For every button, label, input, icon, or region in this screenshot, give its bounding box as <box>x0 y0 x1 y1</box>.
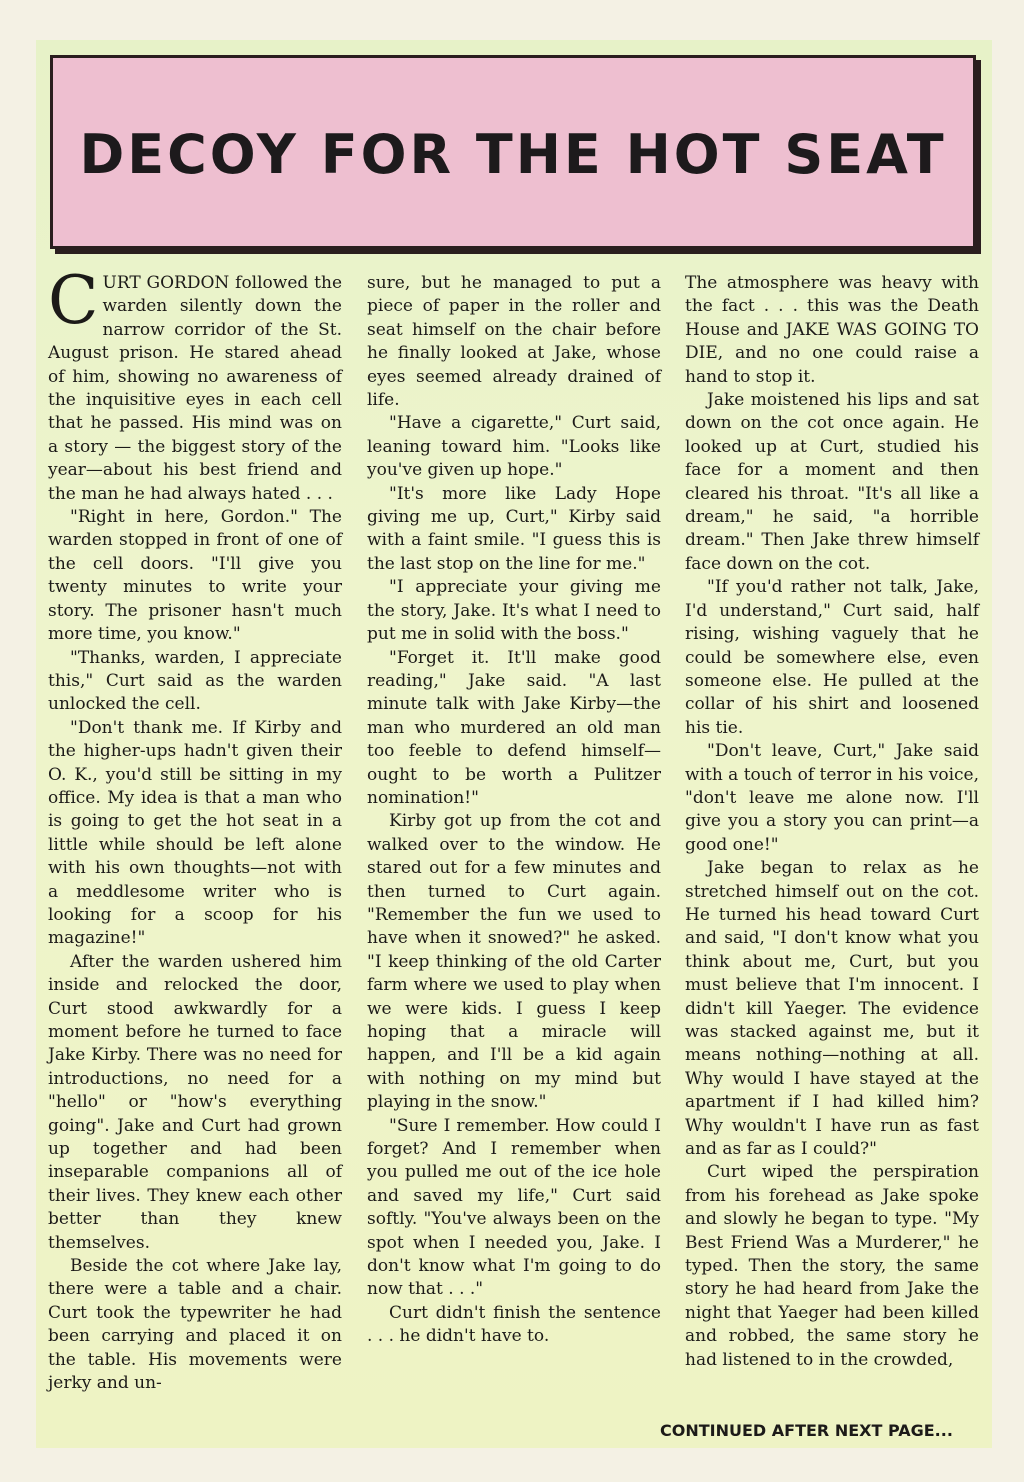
continued-notice: CONTINUED AFTER NEXT PAGE... <box>660 1421 953 1440</box>
paragraph <box>48 262 342 506</box>
paragraph: "Forget it. It'll make good reading," Jake said. "A last minute talk with Jake Kirby—the man who murdered an old man too feeble to defend himself—ought to be worth a Pulitzer nomination!" <box>367 647 661 808</box>
story-title: DECOY FOR THE HOT SEAT <box>79 122 947 186</box>
paragraph: Beside the cot where Jake lay, there were a table and a chair. Curt took the typewriter he had been carrying and placed it on the table. His movements were jerky and un- <box>48 1256 342 1394</box>
paragraph: Curt wiped the perspiration from his forehead as Jake spoke and slowly he began to type. "My Best Friend Was a Murderer," he typed. Then the story, the same story he had heard from Jake the night that Yaeger had been killed and robbed, the same story he had listened to in the crowded, <box>685 1162 979 1370</box>
paragraph: Kirby got up from the cot and walked over to the window. He stared out for a few minutes and then turned to Curt again. "Remember the fun we used to have when it snowed?" he asked. "I keep thinking of the old Carter farm where we used to play when we were kids. I guess I keep hoping that a miracle will happen, and I'll be a kid again with nothing on my mind but playing in the snow." <box>367 811 661 1113</box>
paragraph: sure, but he managed to put a piece of paper in the roller and seat himself on the chair before he finally looked at Jake, whose eyes seemed already drained of life. <box>367 273 661 411</box>
paragraph: "If you'd rather not talk, Jake, I'd understand," Curt said, half rising, wishing vaguely that he could be somewhere else, even someone else. He pulled at the collar of his shirt and loosened his tie. <box>685 577 979 738</box>
title-banner <box>50 55 976 249</box>
paragraph: "Don't leave, Curt," Jake said with a touch of terror in his voice, "don't leave me alone now. I'll give you a story you can print—a good one!" <box>685 741 980 855</box>
paragraph: "I appreciate your giving me the story, Jake. It's what I need to put me in solid with the boss." <box>367 577 661 645</box>
paragraph: "Right in here, Gordon." The warden stopped in front of one of the cell doors. "I'll give you twenty minutes to write your story. The prisoner hasn't much more time, you know." <box>48 507 342 645</box>
text-column-3 <box>685 272 979 1372</box>
paragraph: "Sure I remember. How could I forget? And I remember when you pulled me out of the ice hole and saved my life," Curt said softly. "You've always been on the spot when I needed you, Jake. I don't know what I'm going to do now that . . ." <box>367 1115 661 1300</box>
paragraph: "It's more like Lady Hope giving me up, Curt," Kirby said with a faint smile. "I guess this is the last stop on the line for me." <box>367 483 661 574</box>
paragraph: Jake began to relax as he stretched himself out on the cot. He turned his head toward Curt and said, "I don't know what you think about me, Curt, but you must believe that I'm innocent. I didn't kill Yaeger. The evidence was stacked against me, but it means nothing—nothing at all. Why would I have stayed at the apartment if I had killed him? Why wouldn't I have run as fast and as far as I could?" <box>685 858 979 1160</box>
paragraph: "Don't thank me. If Kirby and the higher-ups hadn't given their O. K., you'd still be sitting in my office. My idea is that a man who is going to get the hot seat in a little while should be left alone with his own thoughts—not with a meddlesome writer who is looking for a scoop for his magazine!" <box>48 717 342 949</box>
paragraph: Curt didn't finish the sentence . . . he didn't have to. <box>367 1302 661 1347</box>
paragraph-text: URT GORDON followed the warden silently down the narrow corridor of the St. August prison. He stared ahead of him, showing no awareness of the inquisitive eyes in each cell that he passed. His mind was on a story — the biggest story of the year—about his best friend and the man he had always hated . . . <box>48 273 342 504</box>
drop-cap: C <box>48 262 99 339</box>
paragraph: "Thanks, warden, I appreciate this," Curt said as the warden unlocked the cell. <box>48 647 342 715</box>
paragraph: The atmosphere was heavy with the fact . . . this was the Death House and JAKE WAS GOING TO DIE, and no one could raise a hand to stop it. <box>685 273 979 387</box>
text-column-1 <box>48 262 342 1396</box>
paragraph: "Have a cigarette," Curt said, leaning toward him. "Looks like you've given up hope." <box>367 413 661 481</box>
paragraph: After the warden ushered him inside and relocked the door, Curt stood awkwardly for a moment before he turned to face Jake Kirby. There was no need for introductions, no need for a "hello" or "how's everything going". Jake and Curt had grown up together and had been inseparable companions all of their lives. They knew each other better than they knew themselves. <box>48 951 342 1253</box>
paragraph: Jake moistened his lips and sat down on the cot once again. He looked up at Curt, studied his face for a moment and then cleared his throat. "It's all like a dream," he said, "a horrible dream." Then Jake threw himself face down on the cot. <box>685 390 979 574</box>
text-column-2 <box>367 272 661 1349</box>
